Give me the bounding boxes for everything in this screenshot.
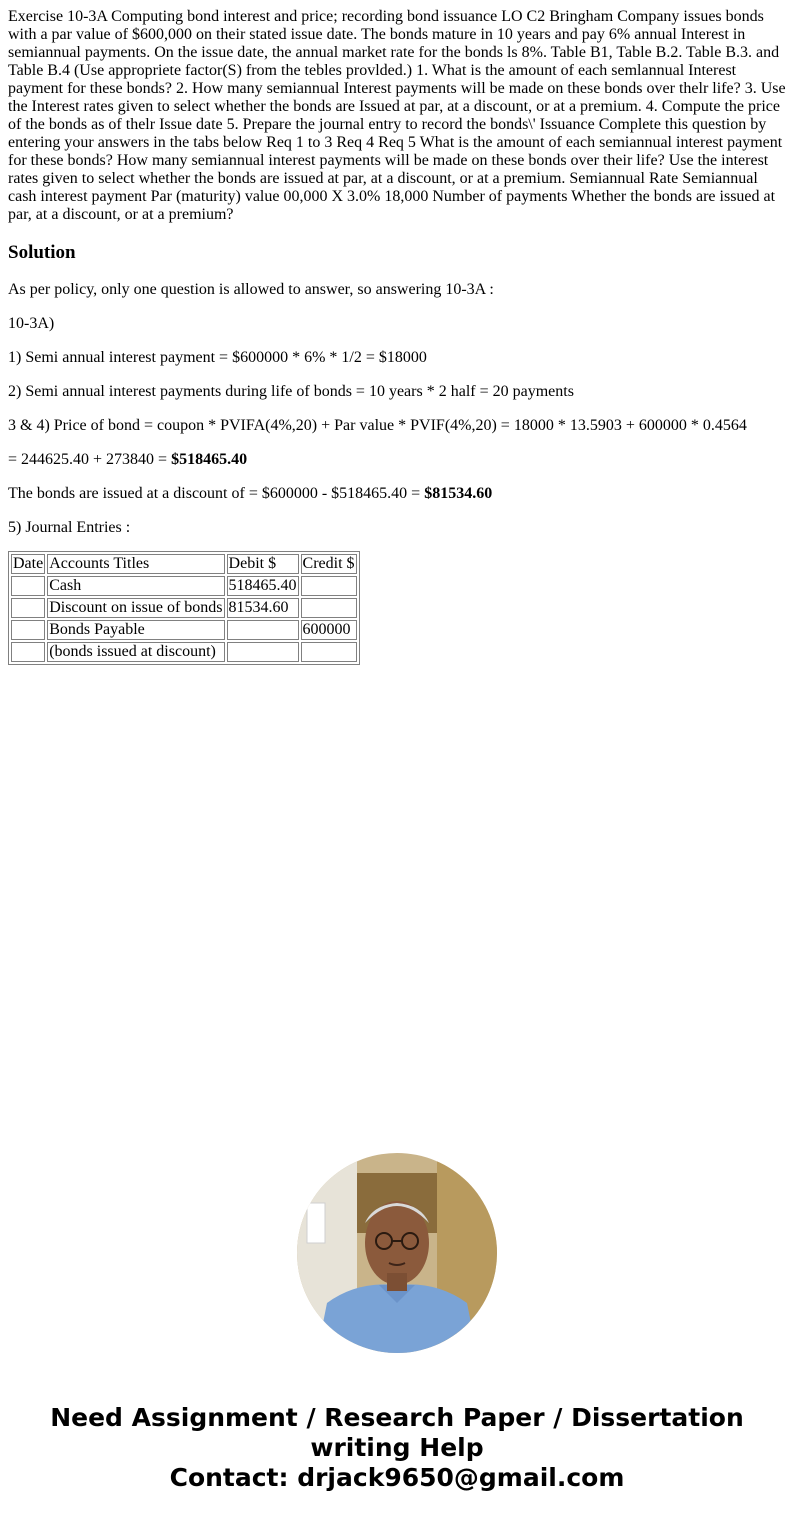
contact-banner <box>0 1403 794 1493</box>
cell-date <box>11 576 45 596</box>
banner-line-1: Need Assignment / Research Paper / Dissertation <box>50 1403 744 1432</box>
tutor-photo <box>297 1153 497 1353</box>
cell-debit <box>227 620 299 640</box>
cell-credit <box>301 598 357 618</box>
discount-result: $81534.60 <box>424 485 493 502</box>
part-label: 10-3A) <box>8 315 55 332</box>
header-credit: Credit $ <box>302 555 355 572</box>
table-row <box>11 576 357 596</box>
solution-body <box>8 281 788 537</box>
table-row <box>11 598 357 618</box>
tutor-portrait-image <box>297 1153 497 1353</box>
cell-debit: 518465.40 <box>228 577 297 594</box>
header-accounts-titles: Accounts Titles <box>47 554 224 574</box>
table-header-row <box>11 554 357 574</box>
bond-price-result: $518465.40 <box>171 451 248 468</box>
bond-price-calc: = 244625.40 + 273840 = <box>8 451 172 468</box>
solution-heading: Solution <box>8 242 76 263</box>
answer-bond-price-formula: 3 & 4) Price of bond = coupon * PVIFA(4%,20) + Par value * PVIF(4%,20) = 18000 * 13.5903 + 600000 * 0.4564 <box>8 417 747 434</box>
cell-debit <box>227 642 299 662</box>
cell-credit: 600000 <box>301 620 357 640</box>
header-debit: Debit $ <box>227 554 299 574</box>
cell-date <box>11 598 45 618</box>
cell-debit: 81534.60 <box>227 598 299 618</box>
journal-label: 5) Journal Entries : <box>8 519 131 536</box>
banner-line-2: writing Help <box>310 1433 484 1462</box>
cell-date <box>11 642 45 662</box>
discount-calc: The bonds are issued at a discount of = $600000 - $518465.40 = <box>8 485 425 502</box>
cell-account: (bonds issued at discount) <box>47 642 224 662</box>
answer-interest-payment: 1) Semi annual interest payment = $600000 * 6% * 1/2 = $18000 <box>8 349 427 366</box>
header-date: Date <box>13 555 44 572</box>
cell-credit <box>301 576 357 596</box>
cell-account: Bonds Payable <box>47 620 224 640</box>
banner-contact-email: Contact: drjack9650@gmail.com <box>169 1463 625 1492</box>
policy-note: As per policy, only one question is allowed to answer, so answering 10-3A : <box>8 281 494 298</box>
table-row <box>11 620 357 640</box>
question-text: Exercise 10-3A Computing bond interest and price; recording bond issuance LO C2 Bringham Company issues bonds with a par value of $600,000 on their stated issue date. The bonds mature in 10 years and pay 6% annual Interest in semiannual payments. On the issue date, the annual market rate for the bonds ls 8%. Table B1, Table B.2. Table B.3. and Table B.4 (Use appropriete factor(S) from the tebles provlded.) 1. What is the amount of each semlannual Interest payment for these bonds? 2. How many semiannual Interest payments will be made on these bonds over thelr life? 3. Use the Interest rates given to select whether the bonds are Issued at par, at a discount, or at a premium. 4. Compute the price of the bonds as of thelr Issue date 5. Prepare the journal entry to record the bonds\' Issuance Complete this question by entering your answers in the tabs below Req 1 to 3 Req 4 Req 5 What is the amount of each semiannual interest payment for these bonds? How many semiannual interest payments will be made on these bonds over their life? Use the interest rates given to select whether the bonds are issued at par, at a discount, or at a premium. Semiannual Rate Semiannual cash interest payment Par (maturity) value 00,000 X 3.0% 18,000 Number of payments Whether the bonds are issued at par, at a discount, or at a premium? <box>8 8 786 223</box>
cell-credit <box>301 642 357 662</box>
answer-bond-price <box>8 451 788 469</box>
answer-discount <box>8 485 788 503</box>
table-row <box>11 642 357 662</box>
answer-number-of-payments: 2) Semi annual interest payments during life of bonds = 10 years * 2 half = 20 payments <box>8 383 574 400</box>
journal-entries-table <box>8 551 360 665</box>
cell-date <box>11 620 45 640</box>
cell-account: Discount on issue of bonds <box>49 599 223 616</box>
document-body <box>8 8 788 665</box>
cell-account: Cash <box>47 576 224 596</box>
